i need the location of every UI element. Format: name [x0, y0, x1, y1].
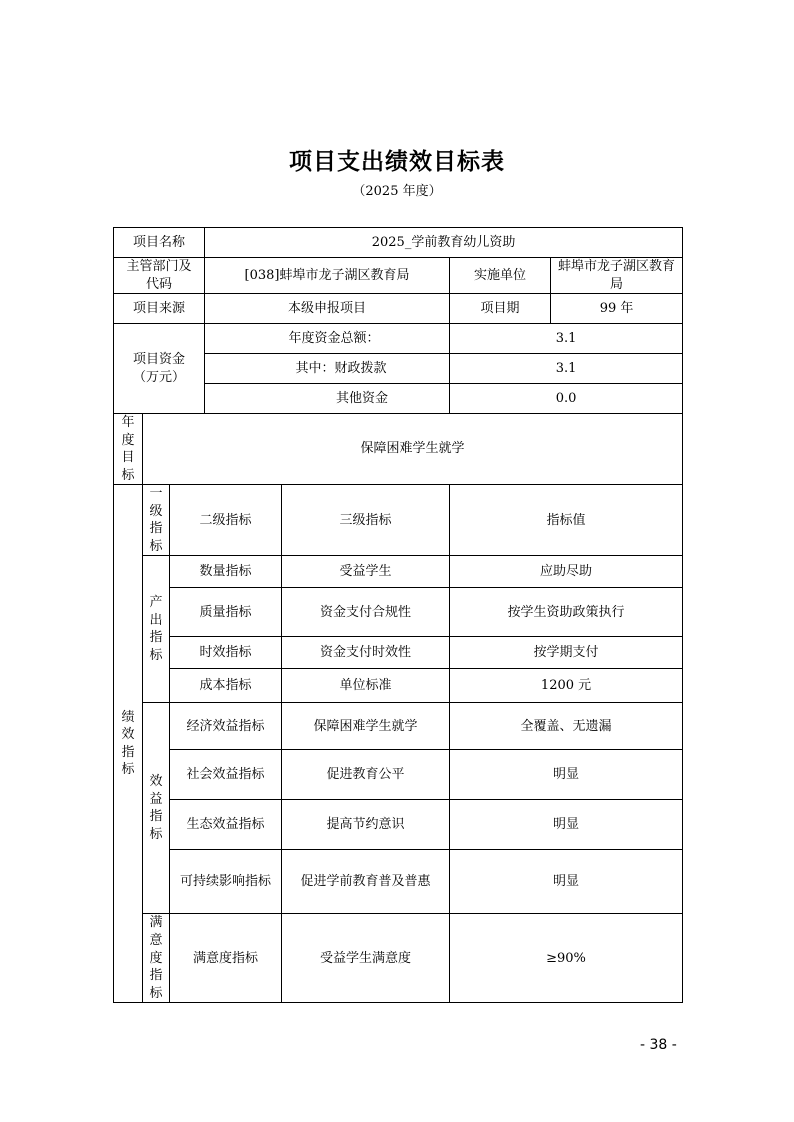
level3-cell: 受益学生满意度	[282, 914, 450, 1003]
value-cell: 明显	[450, 800, 683, 850]
value-cell: 全覆盖、无遗漏	[450, 703, 683, 750]
impl-label: 实施单位	[450, 258, 551, 294]
header-level1: 一级指标	[143, 485, 170, 556]
level3-cell: 单位标准	[282, 669, 450, 703]
impl-value: 蚌埠市龙子湖区教育局	[551, 258, 683, 294]
level3-cell: 提高节约意识	[282, 800, 450, 850]
row-department	[114, 258, 683, 294]
table-row	[114, 800, 683, 850]
funds-other-value: 0.0	[450, 384, 683, 414]
project-name-value: 2025_学前教育幼儿资助	[205, 228, 683, 258]
level3-cell: 保障困难学生就学	[282, 703, 450, 750]
level3-cell: 促进教育公平	[282, 750, 450, 800]
level2-cell: 经济效益指标	[170, 703, 282, 750]
perf-label: 绩效指标	[114, 485, 143, 1003]
table-row	[114, 669, 683, 703]
value-cell: 应助尽助	[450, 556, 683, 588]
table-row	[114, 850, 683, 914]
level2-cell: 成本指标	[170, 669, 282, 703]
row-funds-total	[114, 324, 683, 354]
header-level3: 三级指标	[282, 485, 450, 556]
level2-cell: 社会效益指标	[170, 750, 282, 800]
annual-goal-label: 年度目标	[114, 414, 143, 485]
funds-label: 项目资金（万元）	[114, 324, 205, 414]
value-cell: 明显	[450, 850, 683, 914]
page-title: 项目支出绩效目标表	[289, 149, 505, 175]
value-cell: 明显	[450, 750, 683, 800]
satisfaction-label: 满意度指标	[143, 914, 170, 1003]
level2-cell: 时效指标	[170, 637, 282, 669]
page-number: - 38 -	[640, 1037, 677, 1053]
row-source	[114, 294, 683, 324]
project-name-label: 项目名称	[114, 228, 205, 258]
funds-total-label: 年度资金总额：	[205, 324, 450, 354]
period-label: 项目期	[450, 294, 551, 324]
annual-goal-value: 保障困难学生就学	[143, 414, 683, 485]
row-project-name	[114, 228, 683, 258]
level2-cell: 生态效益指标	[170, 800, 282, 850]
period-value: 99 年	[551, 294, 683, 324]
header-value: 指标值	[450, 485, 683, 556]
output-label: 产出指标	[143, 556, 170, 703]
table-row	[114, 556, 683, 588]
value-cell: 按学生资助政策执行	[450, 588, 683, 637]
value-cell: 按学期支付	[450, 637, 683, 669]
row-annual-goal	[114, 414, 683, 485]
table-row	[114, 914, 683, 1003]
level3-cell: 促进学前教育普及普惠	[282, 850, 450, 914]
year-note: （2025 年度）	[352, 184, 442, 199]
level2-cell: 数量指标	[170, 556, 282, 588]
table-row	[114, 750, 683, 800]
level3-cell: 受益学生	[282, 556, 450, 588]
table-row	[114, 588, 683, 637]
source-value: 本级申报项目	[205, 294, 450, 324]
dept-label: 主管部门及代码	[114, 258, 205, 294]
table-row	[114, 637, 683, 669]
funds-fiscal-label: 其中：财政拨款	[205, 354, 450, 384]
level2-cell: 满意度指标	[170, 914, 282, 1003]
level2-cell: 可持续影响指标	[170, 850, 282, 914]
row-indicator-header	[114, 485, 683, 556]
level3-cell: 资金支付时效性	[282, 637, 450, 669]
benefit-label: 效益指标	[143, 703, 170, 914]
header-level2: 二级指标	[170, 485, 282, 556]
table-row	[114, 703, 683, 750]
funds-fiscal-value: 3.1	[450, 354, 683, 384]
level2-cell: 质量指标	[170, 588, 282, 637]
source-label: 项目来源	[114, 294, 205, 324]
level3-cell: 资金支付合规性	[282, 588, 450, 637]
dept-value: [038]蚌埠市龙子湖区教育局	[205, 258, 450, 294]
funds-other-label: 其他资金	[205, 384, 450, 414]
value-cell: ≥90%	[450, 914, 683, 1003]
performance-table	[113, 227, 683, 1003]
funds-total-value: 3.1	[450, 324, 683, 354]
value-cell: 1200 元	[450, 669, 683, 703]
